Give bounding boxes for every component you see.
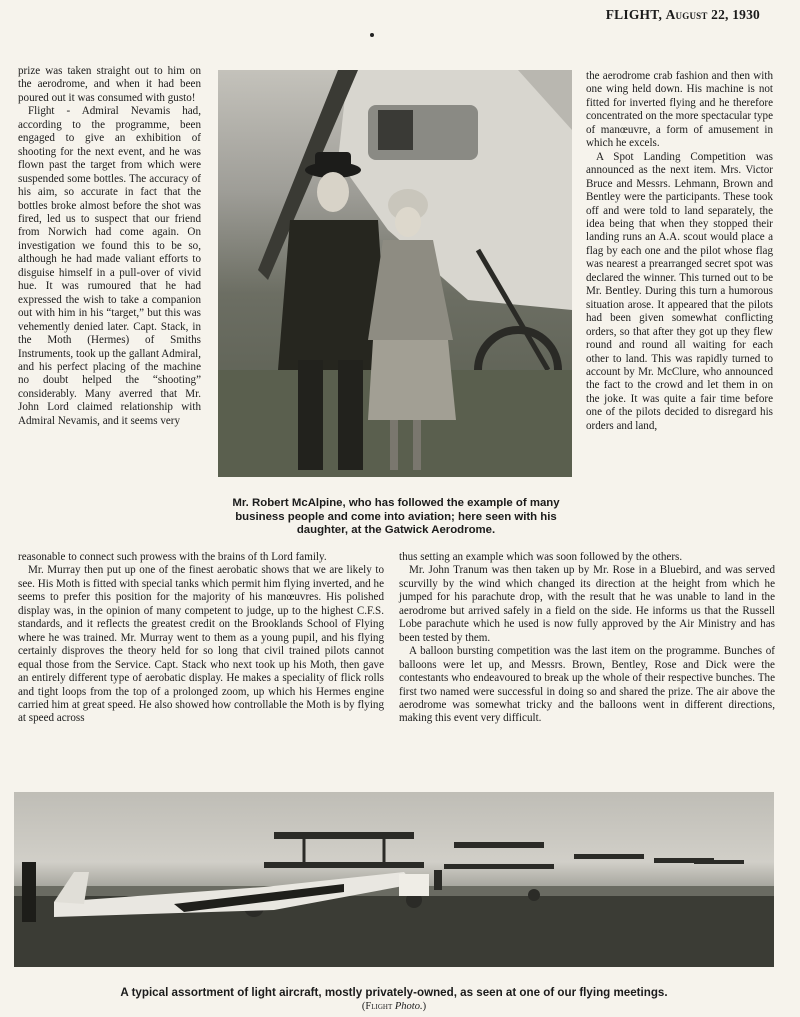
- paragraph: A balloon bursting competition was the last item on the programme. Bunches of balloons were let up, and Messrs. Brown, Bentley, Rose and Dick were the contestants who endeavoured to break up the whole of their respective bunches. The first two named were successful in doing so and shared the prize. The air above the aerodrome was somewhat tricky and the balloons went in different directions, making this event very difficult.: [399, 645, 775, 725]
- page-dot: [370, 33, 374, 37]
- paragraph: reasonable to connect such prowess with the brains of th Lord family.: [18, 551, 327, 563]
- publication-name: FLIGHT,: [605, 7, 663, 22]
- photo-image: [14, 792, 774, 967]
- aircraft-photo: [14, 792, 774, 967]
- photo-credit: [14, 1001, 774, 1012]
- paragraph: the aerodrome crab fashion and then with one wing held down. His machine is not fitted for inverted flying and he therefore concentrated on the more spectacular type of manœuvre, a form of amusement in which he excels.: [586, 70, 773, 150]
- issue-date: August 22, 1930: [665, 7, 760, 22]
- credit-source: Flight: [365, 1001, 393, 1012]
- portrait-caption: Mr. Robert McAlpine, who has followed the example of many business people and come into aviation; here seen with his daughter, at the Gatwick Aerodrome.: [232, 497, 560, 537]
- paragraph: thus setting an example which was soon followed by the others.: [399, 551, 683, 563]
- bottom-right-column: [399, 551, 775, 726]
- credit-close-paren: ): [422, 1001, 427, 1012]
- paragraph: prize was taken straight out to him on the aerodrome, and when it had been poured out it was consumed with gusto!: [18, 65, 201, 104]
- credit-open-paren: (: [361, 1001, 366, 1012]
- bottom-left-column: [18, 551, 384, 726]
- paragraph: Mr. John Tranum was then taken up by Mr. Rose in a Bluebird, and was served scurvilly by the wind which changed its direction at the height from which he jumped for his parachute drop, with the result that he was unable to land in the aerodrome but arrived safely in a field on the side. He informs us that the Russell Lobe parachute which he used is now fully approved by the Air Ministry and has been tested by them.: [399, 564, 775, 644]
- paragraph: Mr. Murray then put up one of the finest aerobatic shows that we are likely to see. His Moth is fitted with special tanks which permit him flying inverted, and he seems to prefer this position for the majority of his manœuvres. His polished display was, in the opinion of many competent to judge, up to the highest C.F.S. standards, and it reflects the greatest credit on the Brooklands School of Flying where he was trained. Mr. Murray went to them as a young pupil, and his flying certainly disproves the theory held for so long that civil trained pilots cannot equal those from the Service. Capt. Stack who next took up his Moth, then gave an entirely different type of aerobatic display. He makes a speciality of flick rolls and tight loops from the top of a prolonged zoom, up which his Hermes engine carried him at great speed. He also showed how controllable the Moth is by flying at speed across: [18, 564, 384, 725]
- aircraft-caption: A typical assortment of light aircraft, mostly privately-owned, as seen at one of our flying meetings.: [120, 986, 668, 999]
- paragraph: A Spot Landing Competition was announced as the next item. Mrs. Victor Bruce and Messrs. Lehmann, Brown and Bentley were the participants. These took off and were told to land separately, the idea being that when they stopped their landing runs an A.A. scout would place a flag by each one and the pilot whose flag was nearest a prearranged secret spot was declared the winner. This turned out to be Mr. Bentley. During this turn a humorous situation arose. It appeared that the pilots had been given somewhat conflicting orders, so that after they got up they flew round and round all waiting for each other to land. This was rapidly turned to account by Mr. McClure, who announced the fact to the crowd and let them in on the joke. It was quite a fair time before one of the pilots decided to disregard his orders and land,: [586, 150, 773, 432]
- credit-word: Photo.: [392, 1001, 423, 1012]
- portrait-photo: [218, 70, 572, 477]
- running-header: [606, 7, 760, 23]
- photo-image: [218, 70, 572, 477]
- paragraph: Flight - Admiral Nevamis had, according to the programme, been engaged to give an exhibition of shooting for the next event, and he was flown past the target from which were suspended some bottles. The accuracy of his aim, so accurate in fact that the bottles broke almost before the shot was fired, led us to suspect that our friend from Norwich had come again. On investigation we found this to be so, although he had made valiant efforts to disguise himself in a pull-over of vivid hue. It was rumoured that he had expressed the wish to take a companion out with him in his “target,” but this was vehemently denied later. Capt. Stack, in the Moth (Hermes) of Smiths Instruments, took up the gallant Admiral, and his perfect placing of the machine no doubt helped the “shooting” considerably. Many averred that Mr. John Lord claimed relationship with Admiral Nevamis, and it seems very: [18, 105, 201, 427]
- left-column: [18, 65, 201, 428]
- right-column: [586, 70, 773, 433]
